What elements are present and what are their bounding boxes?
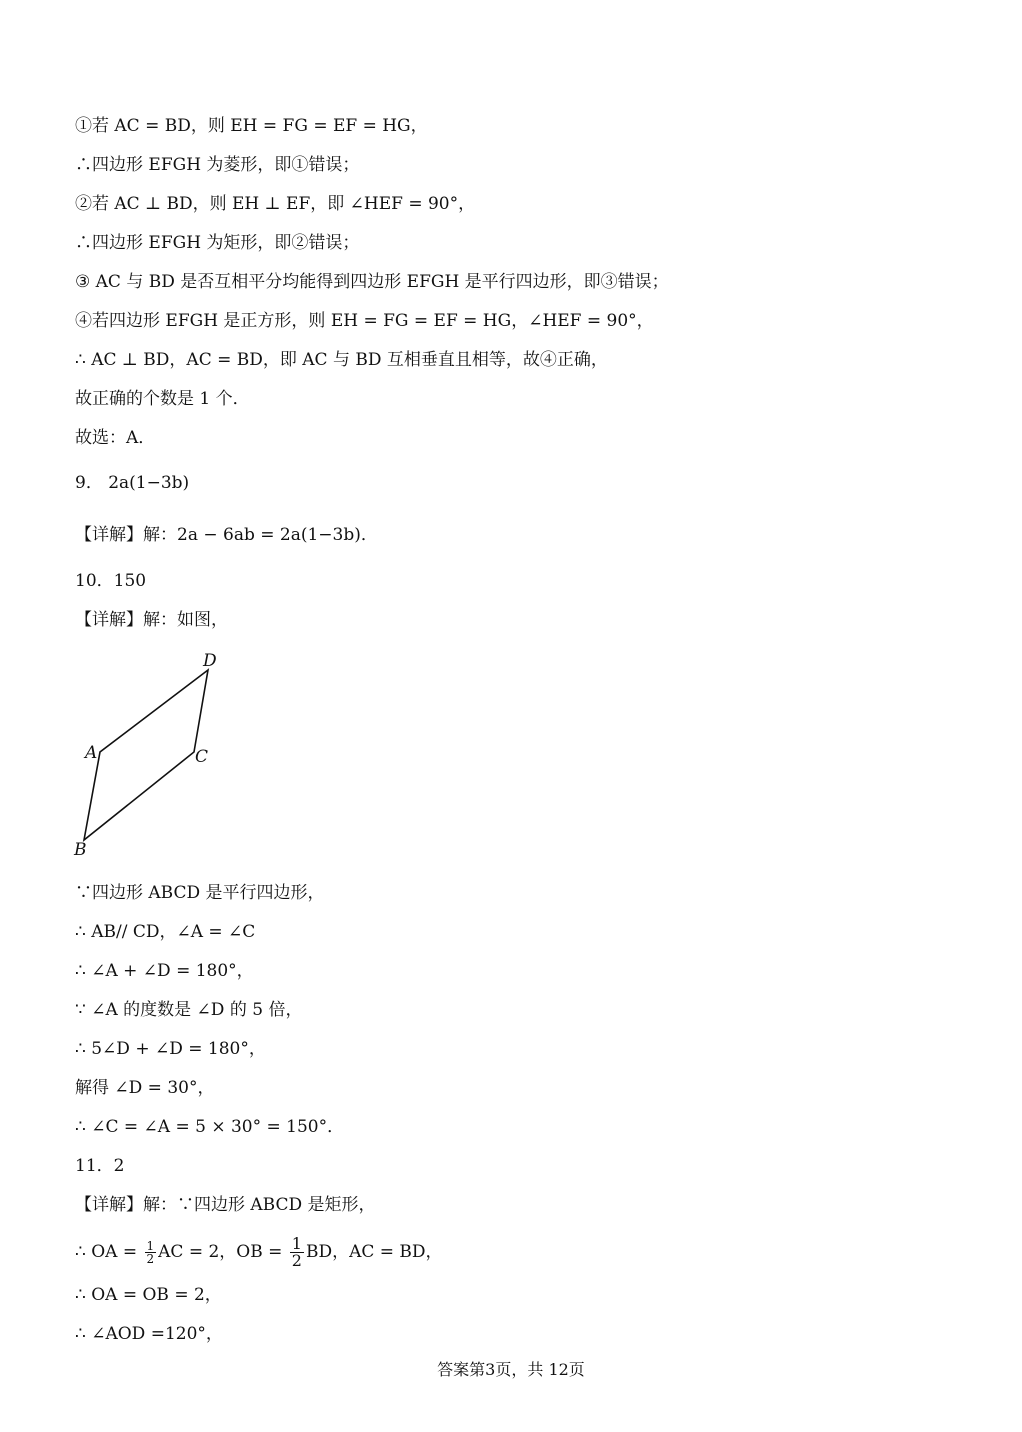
text-line: ∴ AC ⊥ BD，AC = BD，即 AC 与 BD 互相垂直且相等，故④正确， [75, 350, 608, 370]
q10-step: ∴ ∠C = ∠A = 5 × 30° = 150°． [75, 1117, 345, 1137]
fraction-half [290, 1236, 304, 1269]
q9-answer: 9． 2a(1−3b) [75, 473, 190, 493]
text-line: ∴四边形 EFGH 为矩形，即②错误； [75, 233, 360, 253]
q10-step: ∴ AB// CD，∠A = ∠C [75, 922, 256, 942]
page-footer: 答案第3页，共 12页 [437, 1360, 585, 1379]
q10-answer: 10．150 [75, 571, 147, 591]
label-d: D [203, 651, 217, 671]
q10-step: ∴ ∠A + ∠D = 180°， [75, 961, 254, 981]
fraction-denominator: 2 [146, 1252, 155, 1266]
q11-fraction-line [75, 1236, 443, 1269]
q10-detail: 【详解】解：如图， [75, 610, 228, 630]
fraction-line-part: BD，AC = BD， [305, 1242, 443, 1262]
text-line: 故选：A． [75, 428, 156, 448]
fraction-line-part: AC = 2，OB = [158, 1242, 288, 1262]
text-line: ②若 AC ⊥ BD，则 EH ⊥ EF，即 ∠HEF = 90°， [75, 194, 476, 214]
q9-detail: 【详解】解：2a − 6ab = 2a(1−3b)． [75, 525, 378, 545]
label-a: A [85, 743, 98, 763]
label-b: B [74, 840, 87, 860]
q10-step: 解得 ∠D = 30°， [75, 1078, 215, 1098]
text-line: ∴四边形 EFGH 为菱形，即①错误； [75, 155, 360, 175]
q10-step: ∵四边形 ABCD 是平行四边形， [75, 883, 325, 903]
parallelogram-figure [70, 648, 240, 863]
fraction-denominator: 2 [291, 1251, 302, 1270]
parallelogram-shape [84, 670, 208, 840]
q11-step: ∴ OA = OB = 2， [75, 1285, 222, 1305]
q11-step: ∴ ∠AOD =120°， [75, 1324, 223, 1344]
q11-detail: 【详解】解：∵四边形 ABCD 是矩形， [75, 1195, 376, 1215]
text-line: ①若 AC = BD，则 EH = FG = EF = HG， [75, 116, 428, 136]
fraction-line-part: ∴ OA = [75, 1242, 143, 1262]
label-c: C [195, 747, 209, 767]
fraction-numerator: 1 [146, 1239, 155, 1253]
text-line: ③ AC 与 BD 是否互相平分均能得到四边形 EFGH 是平行四边形，即③错误； [75, 272, 669, 292]
text-line: ④若四边形 EFGH 是正方形，则 EH = FG = EF = HG，∠HEF = 90°， [75, 311, 654, 331]
q10-step: ∵ ∠A 的度数是 ∠D 的 5 倍， [75, 1000, 303, 1020]
text-line: 故正确的个数是 1 个． [75, 389, 250, 409]
q10-step: ∴ 5∠D + ∠D = 180°， [75, 1039, 266, 1059]
q11-answer: 11．2 [75, 1156, 125, 1176]
fraction-numerator: 1 [291, 1234, 302, 1253]
fraction-half [145, 1240, 157, 1265]
